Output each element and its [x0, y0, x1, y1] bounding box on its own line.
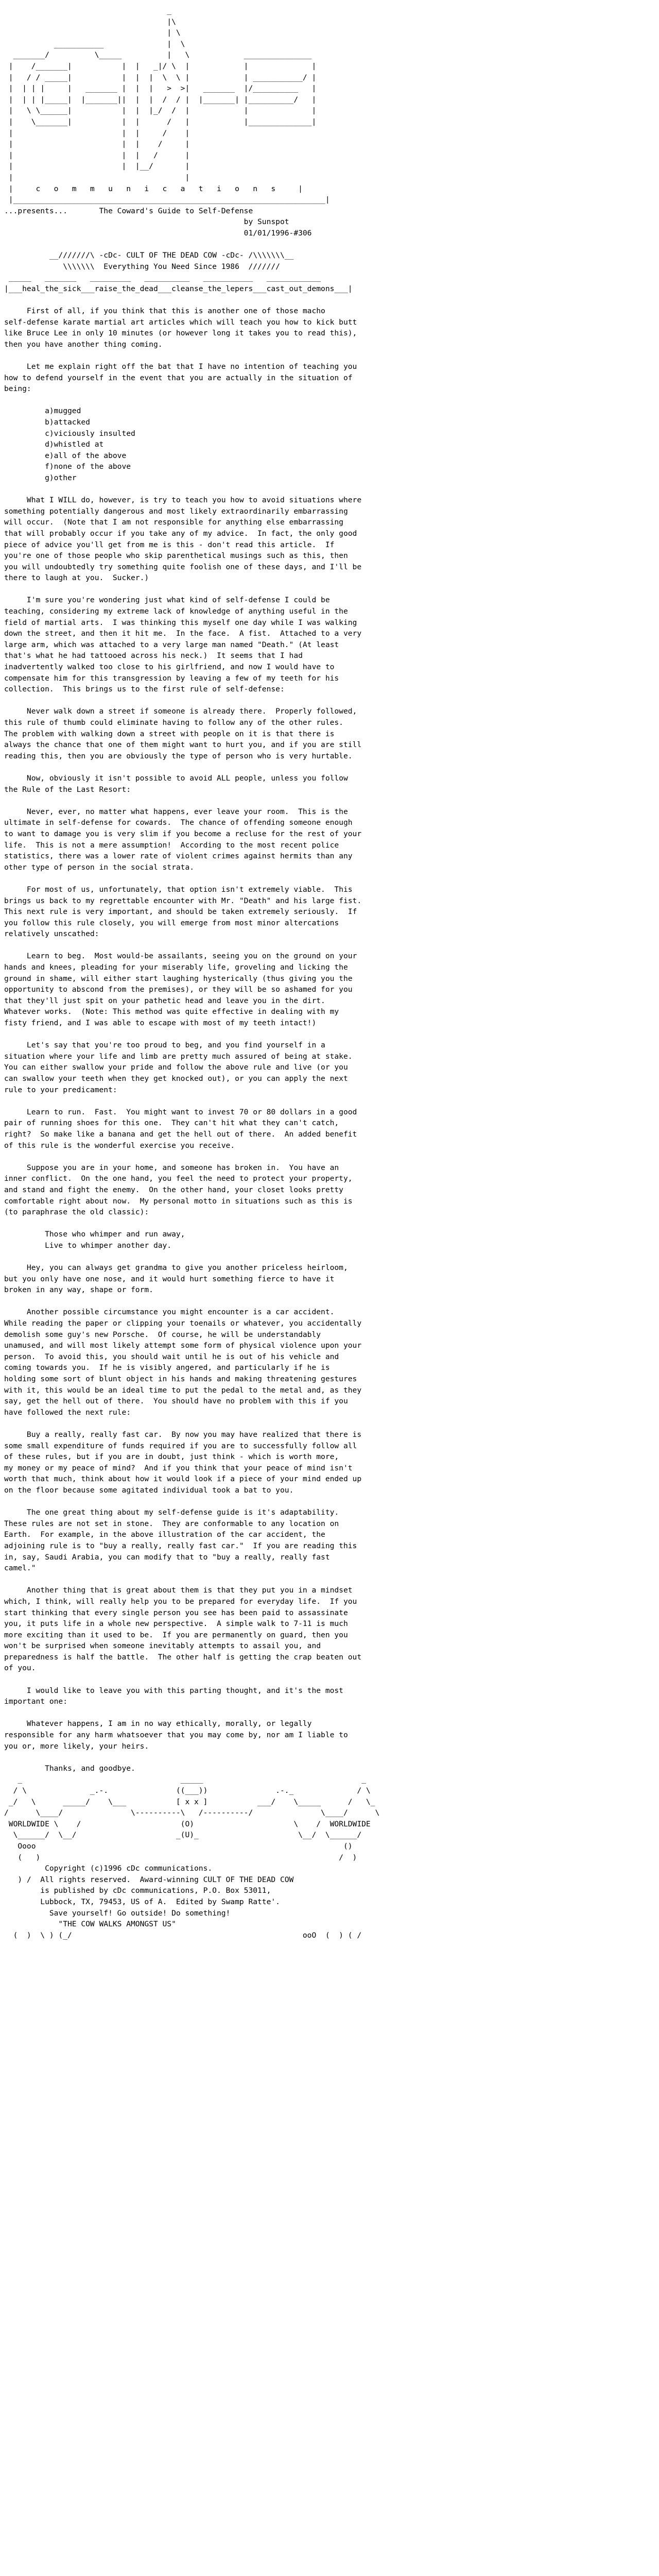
rights-line: ) / All rights reserved. Award-winning CULT OF THE DEAD COW [18, 1875, 294, 1884]
slogan-bar: _____ _______ _________ __________ ___________ ____________ |___heal_the_sick___raise_the_dead___cleanse_the_lepers___cast_out_demons___| [4, 273, 353, 293]
footer-decoration-top: Oooo () ( ) / ) [18, 1841, 357, 1862]
presents-title: ...presents... The Coward's Guide to Self-Defense [4, 206, 253, 215]
article-body: First of all, if you think that this is another one of those macho self-defense karate martial art articles which will teach you how to kick butt like Bruce Lee in only 10 minutes (or however long it takes you to read this), then you have another thing coming. Let me explain right off the bat that I have no intention of teaching you how to defend yourself in the event that you are actually in the situation of being: a)mugged b)attacked c)viciously insulted d)whistled at e)all of the above f)none of the above g)other What I WILL do, however, is try to teach you how to avoid situations where something potentially dangerous and most likely extraordinarily embarrassing will occur. (Note that I am not responsible for anything else embarrassing that will probably occur if you take any of my advice. In fact, the only good piece of advice you'll get from me is this - don't read this article. If you're one of those people who skip parenthetical musings such as this, then you will undoubtedly try something quite foolish one of these days, and I'll be there to laugh at you. Sucker.) I'm sure you're wondering just what kind of self-defense I could be teaching, considering my extreme lack of knowledge of anything useful in the field of martial arts. I was thinking this myself one day while I was walking down the street, and then it hit me. In the face. A fist. Attached to a very large arm, which was attached to a very large man named "Death." (At least that's what he had tattooed across his neck.) It seems that I had inadvertently walked too close to his girlfriend, and now I would have to compensate him for this transgression by leaving a few of my teeth for his collection. This brings us to the first rule of self-defense: Never walk down a street if someone is already there. Properly followed, this rule of thumb could eliminate having to follow any of the other rules. The problem with walking down a street with people on it is that there is always the chance that one of them might want to hurt you, and if you are still reading this, then you are obviously the type of person who is very hurtable. Now, obviously it isn't possible to avoid ALL people, unless you follow the Rule of the Last Resort: Never, ever, no matter what happens, ever leave your room. This is the ultimate in self-defense for cowards. The chance of offending someone enough to want to damage you is very slim if you become a recluse for the rest of your life. This is not a mere assumption! According to the most recent police statistics, there was a lower rate of violent crimes against hermits than any other type of person in the social strata. For most of us, unfortunately, that option isn't extremely viable. This brings us back to my regrettable encounter with Mr. "Death" and his large fist. This next rule is very important, and should be taken extremely seriously. If you follow this rule closely, you will emerge from most minor altercations relatively unscathed: Learn to beg. Most would-be assailants, seeing you on the ground on your hands and knees, pleading for your miserably life, groveling and licking the ground in shame, will either start laughing hysterically (thus giving you the opportunity to abscond from the premises), or they will be so ashamed for you that they'll just spit on your pathetic head and leave you in the dirt. Whatever works. (Note: This method was quite effective in dealing with my fisty friend, and I was able to escape with most of my teeth intact!) Let's say that you're too proud to beg, and you find yourself in a situation where your life and limb are pretty much assured of being at stake. You can either swallow your pride and follow the above rule and live (or you can swallow your teeth when they get knocked out), or you can apply the next rule to your predicament: Learn to run. Fast. You might want to invest 70 or 80 dollars in a good pair of running shoes for this one. They can't hit what they can't catch, right? So make like a banana and get the hell out of there. An added benefit of this rule is the wonderful exercise you receive. Suppose you are in your home, and someone has broken in. You have an inner conflict. On the one hand, you feel the need to protect your property, and stand and fight the enemy. On the other hand, your closet looks pretty comfortable right about now. My personal motto in situations such as this is (to paraphrase the old classic): Those who whimper and run away, Live to whimper another day. Hey, you can always get grandma to give you another priceless heirloom, but you only have one nose, and it would hurt something fierce to have it broken in any way, shape or form. Another possible circumstance you might encounter is a car accident. While reading the paper or clipping your toenails or whatever, you accidentally demolish some guy's new Porsche. Of course, he will be understandably unamused, and will most likely attempt some form of physical violence upon your person. To avoid this, you should wait until he is out of his vehicle and coming towards you. If he is visibly angered, and particularly if he is holding some sort of blunt object in his hands and making threatening gestures with it, this would be an ideal time to put the pedal to the metal and, as they say, get the hell out of there. You should have no problem with this if you have followed the next rule: Buy a really, really fast car. By now you may have realized that there is some small expenditure of funds required if you are to successfully follow all of these rules, but if you are in doubt, just think - which is worth more, my money or my peace of mind? And if you think that your peace of mind isn't worth that much, think about how it would look if a piece of your mind ended up on the floor because some agitated individual took a bat to you. The one great thing about my self-defense guide is it's adaptability. These rules are not set in stone. They are conformable to any location on Earth. For example, in the above illustration of the car accident, the adjoining rule is to "buy a really, really fast car." If you are reading this in, say, Saudi Arabia, you can modify that to "buy a really, really fast camel." Another thing that is great about them is that they put you in a mindset which, I think, will really help you to be prepared for everyday life. If you start thinking that every single person you see has been paid to assassinate you, it puts life in a whole new perspective. A simple walk to 7-11 is much more exciting than it used to be. If you are permanently on guard, then you won't be surprised when someone inevitably attempts to assail you, and preparedness is half the battle. The other half is getting the crap beaten out of you. I would like to leave you with this parting thought, and it's the most important one: Whatever happens, I am in no way ethically, morally, or legally responsible for any harm whatsoever that you may come by, nor am I liable to you or, more likely, your heirs. Thanks, and goodbye. [4, 307, 362, 1773]
byline: by Sunspot [244, 217, 289, 227]
copyright-line: Copyright (c)1996 cDc communications. [45, 1864, 213, 1873]
header-ascii-art: _ |\ | \ ___________ | \ _______/ \_____ | \ _______________ | /_______| | | _|/ \ | | | | / / _____| | | | \ \ | | ___________/ | | | | | | _______ | | | > >| _______ |/__________ | | | | |_____| |_______|| | | / / | |_______| |__________/ | | \ \______| | | |_/ / | | | | \_______| | | / | |______________| | | | / | | | | / | | | | / | | | |__/ | | | | c o m m u n i c a t i o n s | |_____________________________________________________________________| [8, 6, 330, 205]
cult-banner: __///////\ -cDc- CULT OF THE DEAD COW -cDc- /\\\\\\\__ \\\\\\\ Everything You Need Since 1986 /////// [49, 251, 294, 271]
publisher-line: is published by cDc communications, P.O. Box 53011, [40, 1886, 271, 1895]
motto-line: Save yourself! Go outside! Do something! [49, 1908, 231, 1918]
address-line: Lubbock, TX, 79453, US of A. Edited by Swamp Ratte'. [40, 1897, 280, 1906]
footer-ascii-art: _ _____ _ / \ _.-. ((___)) .-._ / \ _/ \ _____/ \___ [ x x ] ___/ \_____ / \_ / \____/ \----------\ /----------/ \____/ \ WORLDWIDE \ / (O) \ / WORLDWIDE \______/ \__/ _(U)_ \__/ \______/ [4, 1775, 380, 1840]
cow-walks-line: "THE COW WALKS AMONGST US" [58, 1920, 176, 1929]
footer-decoration-bottom: ( ) \ ) (_/ ooO ( ) ( / [13, 1930, 362, 1940]
issue-date-number: 01/01/1996-#306 [244, 228, 312, 238]
